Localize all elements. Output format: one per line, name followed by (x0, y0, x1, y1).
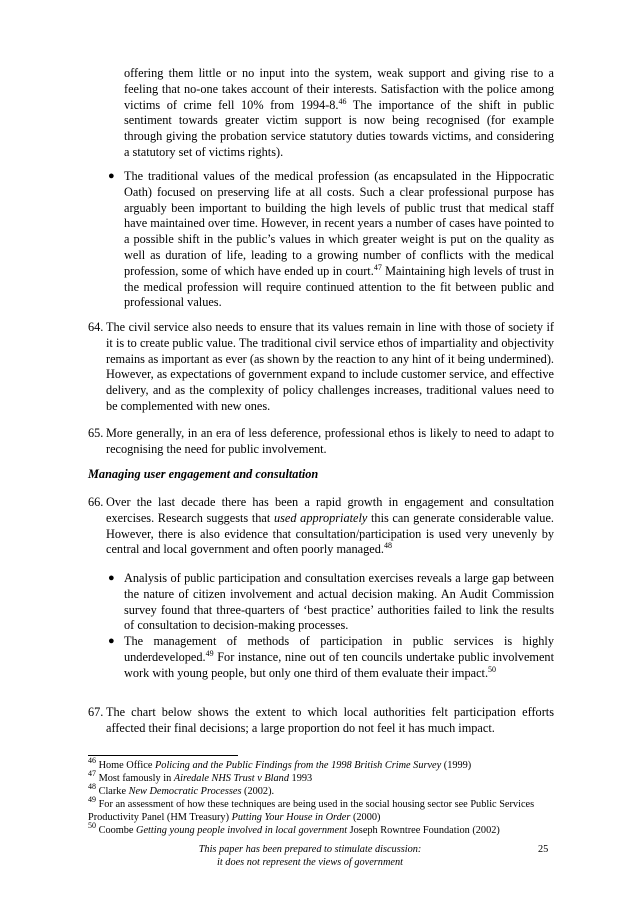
footnote-ref-47[interactable]: 47 (373, 262, 382, 272)
footnote-50: $^{50}$ Coombe Getting young people involved in local government Joseph Rowntree Foundation (2002) (88, 821, 500, 836)
footnote-divider (88, 755, 238, 756)
bullet-analysis: Analysis of public participation and consultation exercises reveals a large gap between the nature of citizen involvement and actual decision making. An Audit Commission survey found that three-quarters of ‘best practice’ authorities failed to link the results of consultation to decision-making processes. (124, 571, 554, 633)
footnote-ref-50[interactable]: 50 (488, 664, 497, 674)
footnote-ref-48[interactable]: 48 (383, 541, 392, 551)
footnote-47: $^{47}$ Most famously in Airedale NHS Trust v Bland 1993 (88, 769, 313, 784)
paragraph-number: 65. (88, 426, 104, 440)
paragraph-65: More generally, in an era of less deference, professional ethos is likely to need to adapt to recognising the need for public involvement. (106, 426, 554, 456)
bullet-management: The management of methods of participation in public services is highly underdeveloped.$^{49}$ For instance, nine out of ten councils undertake public involvement work with young people, but only one third of them evaluate their impact.$^{50}$ (124, 634, 554, 680)
paragraph-67: The chart below shows the extent to which local authorities felt participation efforts affected their final decisions; a large proportion do not feel it has much impact. (106, 705, 554, 735)
footnote-ref-46[interactable]: 46 (338, 96, 347, 106)
paragraph-number: 67. (88, 705, 104, 719)
footer-line-2: it does not represent the views of government (217, 857, 403, 868)
bullet-icon: ● (108, 170, 115, 182)
paragraph-66: Over the last decade there has been a rapid growth in engagement and consultation exercises. Research suggests that used appropriately this can generate considerable value. However, there is also evidence that consultation/participation is used very unevenly by central and local government and often poorly managed.$^{48}$ (106, 495, 554, 557)
footnote-46: $^{46}$ Home Office Policing and the Public Findings from the 1998 British Crime Survey (1999) (88, 756, 472, 771)
footnote-48: $^{48}$ Clarke New Democratic Processes (2002). (88, 782, 275, 797)
bullet-medical-profession: The traditional values of the medical profession (as encapsulated in the Hippocratic Oath) focused on preserving life at all costs. Such a clear professional purpose has arguably been important to building the high levels of public trust that medical staff have maintained over time. However, in recent years a number of cases have pointed to a possible shift in the public’s values in which greater weight is put on the quality as well as duration of life, leading to a growing number of conflicts with the medical profession, some of which have ended up in court.$^{47}$ Maintaining high levels of trust in the medical profession will require continued attention to the fit between public and professional values. (124, 169, 554, 310)
bullet-icon: ● (108, 572, 115, 584)
section-heading: Managing user engagement and consultation (88, 467, 319, 481)
footnote-49: $^{49}$ For an assessment of how these techniques are being used in the social housing sector see Public Services Productivity Panel (HM Treasury) Putting Your House in Order (2000) (88, 795, 535, 823)
footer-line-1: This paper has been prepared to stimulate discussion: (198, 844, 422, 855)
paragraph-number: 66. (88, 495, 104, 509)
emphasis-text: used appropriately (273, 510, 368, 525)
paragraph-number: 64. (88, 320, 104, 334)
bullet-icon: ● (108, 635, 115, 647)
page-number: 25 (538, 844, 549, 855)
footnote-ref-49[interactable]: 49 (205, 648, 214, 658)
paragraph-64: The civil service also needs to ensure that its values remain in line with those of society if it is to create public value. The traditional civil service ethos of impartiality and objectivity remains as important as ever (as shown by the reaction to any hint of it being undermined). However, as expectations of government expand to include customer service, and effective delivery, and as the complexity of policy challenges increases, traditional values need to be complemented with new ones. (106, 320, 554, 413)
continued-paragraph: offering them little or no input into the system, weak support and giving rise to a feeling that no-one takes account of their interests. Satisfaction with the police among victims of crime fell 10% from 1994-8.46 The importance of the shift in public sentiment towards greater victim support is now being recognised (for example through giving the probation service statutory duties towards victims, and considering a statutory set of victims rights). (124, 66, 554, 159)
page-footer (175, 843, 445, 869)
